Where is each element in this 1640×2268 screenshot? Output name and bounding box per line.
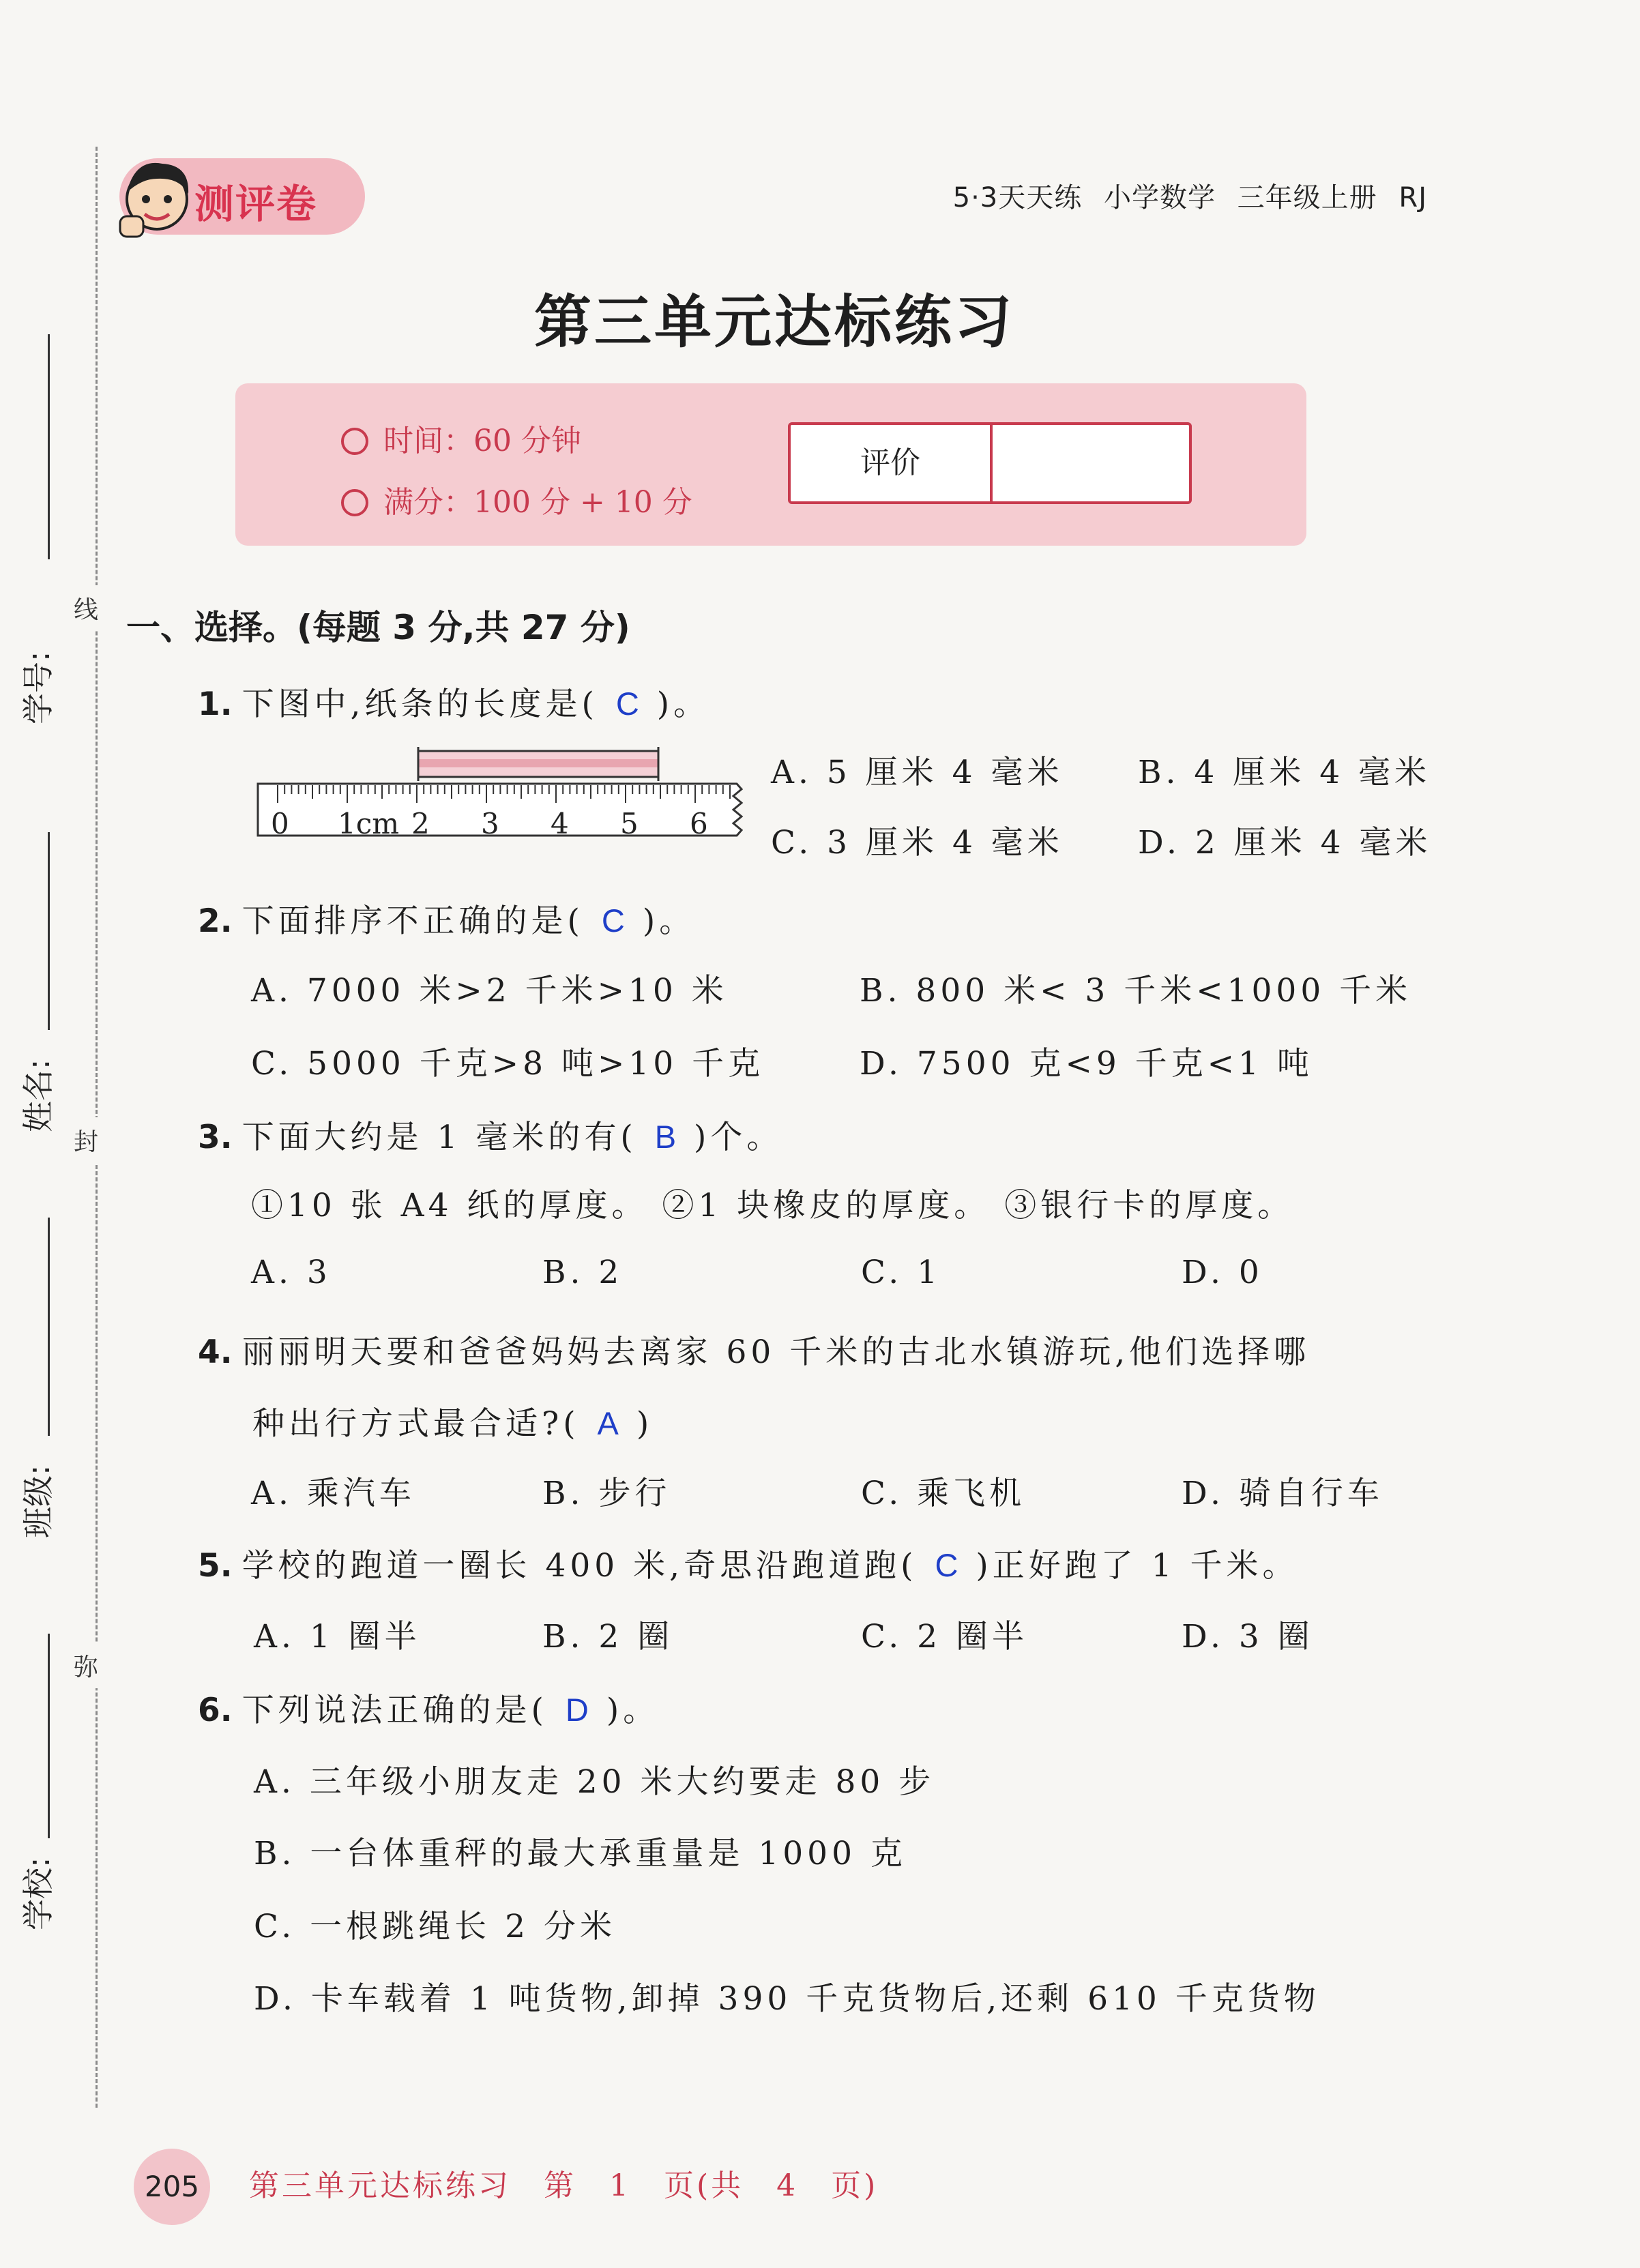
answer: B: [654, 1119, 677, 1155]
question-text: 下图中,纸条的长度是(: [241, 686, 598, 723]
question-number: 6.: [198, 1692, 233, 1729]
class-line[interactable]: [48, 1218, 50, 1436]
question-text: 学校的跑道一圈长 400 米,奇思沿跑道跑(: [241, 1547, 918, 1585]
series-header: 5·3天天练 小学数学 三年级上册 RJ: [952, 182, 1427, 213]
question-text-end: ): [636, 1405, 654, 1443]
q3-items: ①10 张 A4 纸的厚度。 ②1 块橡皮的厚度。 ③银行卡的厚度。: [251, 1187, 1294, 1224]
q1-option-c: C. 3 厘米 4 毫米: [771, 824, 1064, 861]
answer: C: [935, 1547, 958, 1583]
evaluation-box: [788, 422, 1192, 504]
school-label: 学校:: [20, 1857, 57, 1930]
q4-option-c: C. 乘飞机: [861, 1475, 1026, 1512]
evaluation-label: 评价: [791, 425, 993, 501]
svg-text:5: 5: [620, 807, 639, 840]
hourglass-icon: [341, 428, 368, 455]
answer: C: [615, 686, 639, 722]
q6-option-b: B. 一台体重秤的最大承重量是 1000 克: [254, 1835, 907, 1872]
time-text: 时间：60 分钟: [383, 424, 581, 458]
score-text: 满分：100 分 + 10 分: [383, 485, 692, 520]
answer: D: [565, 1692, 589, 1728]
svg-text:3: 3: [481, 807, 499, 840]
q4-option-a: A. 乘汽车: [251, 1475, 415, 1512]
mascot-icon: [115, 151, 203, 240]
question-text-end: )个。: [694, 1119, 783, 1156]
question-text: 下列说法正确的是(: [241, 1692, 548, 1729]
svg-text:2: 2: [411, 807, 430, 840]
binding-char-line: 线: [74, 585, 98, 631]
section-heading-1: 一、选择。(每题 3 分,共 27 分): [126, 608, 630, 647]
q4-option-d: D. 骑自行车: [1182, 1475, 1383, 1512]
question-text: 下面大约是 1 毫米的有(: [241, 1119, 637, 1156]
name-label: 姓名:: [20, 1059, 57, 1132]
question-text: 下面排序不正确的是(: [241, 902, 584, 940]
q5-option-b: B. 2 圈: [542, 1618, 674, 1655]
question-1: [198, 679, 709, 724]
q3-option-c: C. 1: [861, 1254, 942, 1291]
binding-char-seal: 封: [74, 1117, 98, 1163]
answer: C: [601, 902, 625, 939]
question-3: [198, 1112, 782, 1158]
time-row: [341, 416, 581, 460]
question-number: 3.: [198, 1119, 233, 1156]
q2-option-d: D. 7500 克<9 千克<1 吨: [860, 1045, 1313, 1083]
info-panel: [235, 383, 1306, 546]
evaluation-field[interactable]: [993, 425, 1189, 501]
question-number: 2.: [198, 902, 233, 940]
name-line[interactable]: [48, 832, 50, 1030]
q6-option-a: A. 三年级小朋友走 20 米大约要走 80 步: [254, 1763, 935, 1801]
question-text-end: )。: [656, 686, 710, 723]
q4-option-b: B. 步行: [542, 1475, 671, 1512]
question-6: [198, 1685, 659, 1731]
answer: A: [597, 1405, 619, 1441]
binding-char-close: 弥: [74, 1643, 98, 1688]
q5-option-a: A. 1 圈半: [254, 1618, 421, 1655]
svg-text:0: 0: [271, 807, 289, 840]
class-label: 班级:: [20, 1464, 57, 1538]
question-number: 5.: [198, 1547, 233, 1585]
q3-option-b: B. 2: [542, 1254, 624, 1291]
q2-option-c: C. 5000 千克>8 吨>10 千克: [251, 1045, 765, 1083]
question-5: [198, 1540, 1299, 1586]
q5-option-c: C. 2 圈半: [861, 1618, 1029, 1655]
question-2: [198, 896, 695, 941]
q2-option-a: A. 7000 米>2 千米>10 米: [251, 972, 728, 1010]
question-number: 1.: [198, 686, 233, 723]
question-text: 丽丽明天要和爸爸妈妈去离家 60 千米的古北水镇游玩,他们选择哪: [241, 1334, 1310, 1371]
page-number: 205: [144, 2170, 200, 2203]
svg-text:6: 6: [690, 807, 708, 840]
score-row: [341, 477, 692, 521]
question-text-end: )。: [606, 1692, 660, 1729]
q1-option-b: B. 4 厘米 4 毫米: [1138, 754, 1431, 791]
question-text: 种出行方式最合适?(: [252, 1405, 580, 1443]
q3-option-d: D. 0: [1182, 1254, 1263, 1291]
school-line[interactable]: [48, 1634, 50, 1838]
page-title: 第三单元达标练习: [533, 288, 1014, 355]
question-text-end: )。: [642, 902, 696, 940]
student-id-line[interactable]: [48, 334, 50, 559]
question-4: [198, 1327, 1310, 1372]
ruler-figure: [256, 747, 754, 849]
q2-option-b: B. 800 米< 3 千米<1000 千米: [860, 972, 1412, 1010]
q3-option-a: A. 3: [251, 1254, 332, 1291]
check-circle-icon: [341, 489, 368, 516]
q5-option-d: D. 3 圈: [1182, 1618, 1314, 1655]
q1-option-a: A. 5 厘米 4 毫米: [771, 754, 1064, 791]
q1-option-d: D. 2 厘米 4 毫米: [1138, 824, 1432, 861]
question-text-end: )正好跑了 1 千米。: [976, 1547, 1299, 1585]
svg-text:4: 4: [551, 807, 569, 840]
question-4-line-2: [252, 1398, 653, 1444]
footer-text: 第三单元达标练习 第 1 页(共 4 页): [249, 2168, 879, 2203]
question-number: 4.: [198, 1334, 233, 1371]
q6-option-c: C. 一根跳绳长 2 分米: [254, 1908, 616, 1945]
svg-text:1cm: 1cm: [338, 807, 400, 840]
student-id-label: 学号:: [20, 651, 57, 724]
test-badge-label: 测评卷: [194, 181, 318, 227]
q6-option-d: D. 卡车载着 1 吨货物,卸掉 390 千克货物后,还剩 610 千克货物: [254, 1980, 1320, 2018]
